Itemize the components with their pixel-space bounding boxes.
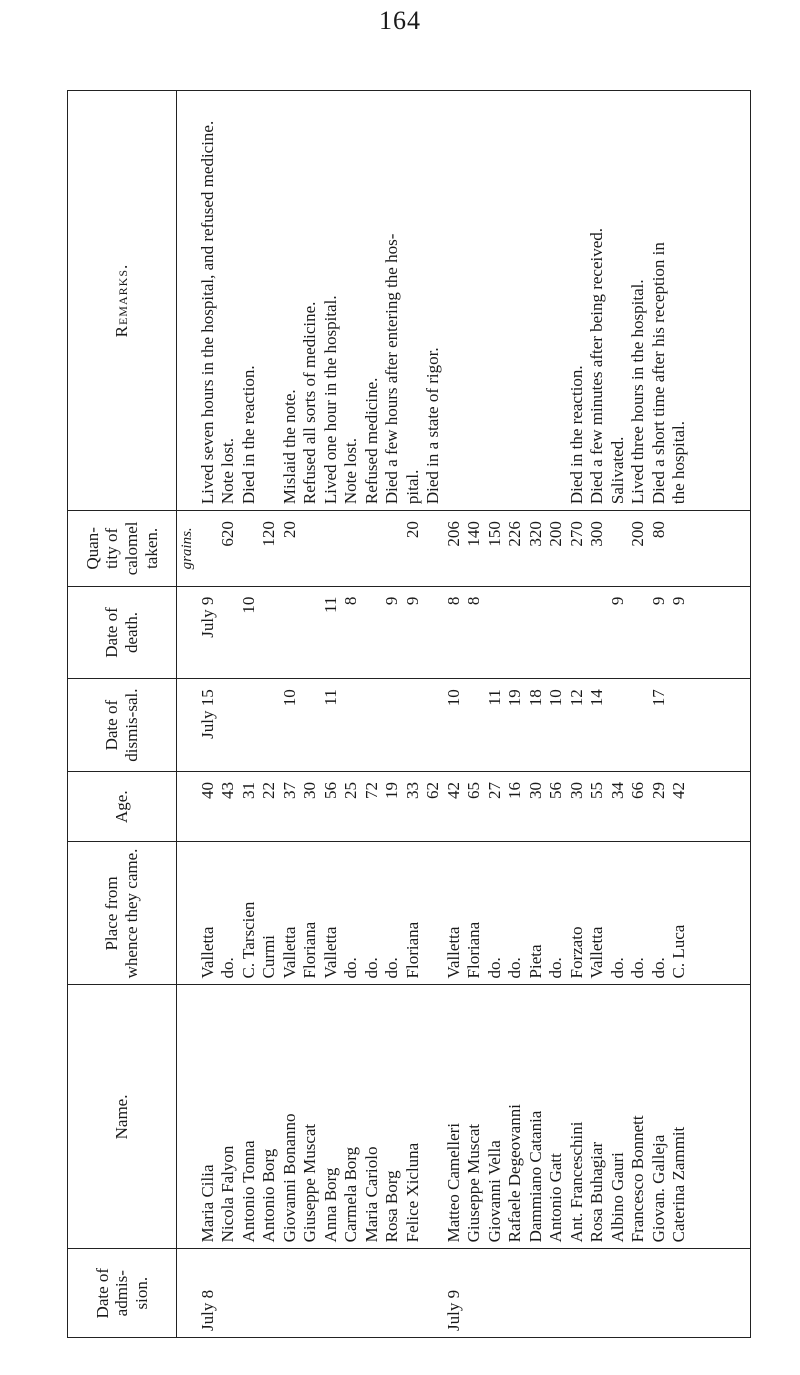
remarks-cell: the hospital. [669, 91, 690, 511]
admission-cell [485, 1249, 506, 1338]
dismissal-cell [218, 679, 239, 772]
place-cell: Floriana [300, 842, 321, 985]
age-cell: 27 [485, 771, 506, 842]
death-cell: July 9 [198, 586, 219, 679]
table-row [505, 91, 526, 1338]
name-cell: Giovanni Bonanno [280, 985, 301, 1249]
dismissal-cell: 11 [321, 679, 342, 772]
place-cell: Forzato [567, 842, 588, 985]
name-cell: Antonio Borg [259, 985, 280, 1249]
calomel-cell: 80 [649, 511, 670, 587]
place-cell: Valletta [444, 842, 465, 985]
death-cell [259, 586, 280, 679]
calomel-cell: 226 [505, 511, 526, 587]
age-cell: 37 [280, 771, 301, 842]
death-cell [300, 586, 321, 679]
name-cell: Giovan. Galleja [649, 985, 670, 1249]
death-cell [485, 586, 506, 679]
admission-cell: July 8 [198, 1249, 219, 1338]
name-cell: Caterina Zammit [669, 985, 690, 1249]
header-death: Date of death. [68, 586, 177, 679]
age-cell: 72 [362, 771, 383, 842]
remarks-cell: Note lost. [218, 91, 239, 511]
name-cell: Rosa Borg [382, 985, 403, 1249]
dismissal-cell: 17 [649, 679, 670, 772]
calomel-cell [382, 511, 403, 587]
calomel-cell: 120 [259, 511, 280, 587]
table-row [300, 91, 321, 1338]
admission-cell [403, 1249, 424, 1338]
place-cell: do. [218, 842, 239, 985]
table-row [423, 91, 444, 1338]
calomel-cell: 20 [280, 511, 301, 587]
dismissal-cell: 12 [567, 679, 588, 772]
remarks-cell: Died in the reaction. [239, 91, 260, 511]
age-cell: 56 [546, 771, 567, 842]
calomel-cell: 140 [464, 511, 485, 587]
place-cell: Valletta [280, 842, 301, 985]
dismissal-cell: July 15 [198, 679, 219, 772]
calomel-cell: 300 [587, 511, 608, 587]
header-age: Age. [68, 771, 177, 842]
register-table-rotated [67, 90, 747, 1338]
age-cell: 22 [259, 771, 280, 842]
name-cell: Giovanni Vella [485, 985, 506, 1249]
admission-cell [649, 1249, 670, 1338]
admission-cell [321, 1249, 342, 1338]
name-cell: Rosa Buhagiar [587, 985, 608, 1249]
name-cell: Francesco Bonnett [628, 985, 649, 1249]
dismissal-cell: 10 [280, 679, 301, 772]
table-row [198, 91, 219, 1338]
calomel-cell [423, 511, 444, 587]
name-cell: Albino Gauri [608, 985, 629, 1249]
admission-cell [280, 1249, 301, 1338]
place-cell: Valletta [587, 842, 608, 985]
page-number: 164 [379, 6, 421, 35]
calomel-cell [362, 511, 383, 587]
place-cell: do. [485, 842, 506, 985]
dismissal-cell: 10 [444, 679, 465, 772]
admission-cell [526, 1249, 547, 1338]
table-row [259, 91, 280, 1338]
remarks-cell: Salivated. [608, 91, 629, 511]
table-row [587, 91, 608, 1338]
dismissal-cell: 18 [526, 679, 547, 772]
age-cell: 65 [464, 771, 485, 842]
remarks-cell: Refused medicine. [362, 91, 383, 511]
header-remarks: Remarks. [68, 91, 177, 511]
age-cell: 29 [649, 771, 670, 842]
admission-cell [362, 1249, 383, 1338]
calomel-unit: grains. [177, 511, 198, 587]
place-cell: Curmi [259, 842, 280, 985]
table-row [321, 91, 342, 1338]
admission-cell [546, 1249, 567, 1338]
name-cell: Rafaele Degeovanni [505, 985, 526, 1249]
remarks-cell: pital. [403, 91, 424, 511]
age-cell: 34 [608, 771, 629, 842]
admission-cell [239, 1249, 260, 1338]
admission-cell [669, 1249, 690, 1338]
death-cell: 9 [649, 586, 670, 679]
age-cell: 55 [587, 771, 608, 842]
calomel-cell [341, 511, 362, 587]
admission-cell [341, 1249, 362, 1338]
place-cell: do. [341, 842, 362, 985]
table-row [669, 91, 690, 1338]
death-cell: 8 [464, 586, 485, 679]
death-cell: 9 [403, 586, 424, 679]
place-cell [423, 842, 444, 985]
table-row [546, 91, 567, 1338]
calomel-cell: 620 [218, 511, 239, 587]
place-cell: do. [382, 842, 403, 985]
remarks-cell: Lived seven hours in the hospital, and refused medicine. [198, 91, 219, 511]
name-cell: Maria Cariolo [362, 985, 383, 1249]
table-row [239, 91, 260, 1338]
table-row [341, 91, 362, 1338]
age-cell: 19 [382, 771, 403, 842]
name-cell: Nicola Falyon [218, 985, 239, 1249]
death-cell: 9 [669, 586, 690, 679]
admission-cell [300, 1249, 321, 1338]
dismissal-cell [423, 679, 444, 772]
table-row [464, 91, 485, 1338]
admission-cell: July 9 [444, 1249, 465, 1338]
death-cell [218, 586, 239, 679]
table-row [485, 91, 506, 1338]
table-row [362, 91, 383, 1338]
calomel-cell: 206 [444, 511, 465, 587]
dismissal-cell [382, 679, 403, 772]
place-cell: do. [362, 842, 383, 985]
table-row [218, 91, 239, 1338]
remarks-cell [505, 91, 526, 511]
age-cell: 16 [505, 771, 526, 842]
remarks-cell [259, 91, 280, 511]
calomel-cell: 270 [567, 511, 588, 587]
death-cell [587, 586, 608, 679]
dismissal-cell [239, 679, 260, 772]
remarks-cell: Died in a state of rigor. [423, 91, 444, 511]
place-cell: do. [546, 842, 567, 985]
admission-cell [628, 1249, 649, 1338]
remarks-cell: Died a short time after his reception in [649, 91, 670, 511]
age-cell: 42 [444, 771, 465, 842]
death-cell [423, 586, 444, 679]
remarks-cell: Mislaid the note. [280, 91, 301, 511]
age-cell: 40 [198, 771, 219, 842]
name-cell: Matteo Camelleri [444, 985, 465, 1249]
death-cell [546, 586, 567, 679]
calomel-cell [300, 511, 321, 587]
table-row [444, 91, 465, 1338]
calomel-cell [198, 511, 219, 587]
dismissal-cell: 10 [546, 679, 567, 772]
dismissal-cell [259, 679, 280, 772]
death-cell [526, 586, 547, 679]
header-calomel: Quan-tity of calomel taken. [68, 511, 177, 587]
calomel-cell: 200 [546, 511, 567, 587]
place-cell: Valletta [321, 842, 342, 985]
remarks-cell: Died a few hours after entering the hos- [382, 91, 403, 511]
admission-cell [259, 1249, 280, 1338]
name-cell: Carmela Borg [341, 985, 362, 1249]
death-cell: 9 [382, 586, 403, 679]
death-cell: 11 [321, 586, 342, 679]
name-cell: Giuseppe Muscat [464, 985, 485, 1249]
table-row [382, 91, 403, 1338]
name-cell: Anna Borg [321, 985, 342, 1249]
age-cell: 43 [218, 771, 239, 842]
dismissal-cell [403, 679, 424, 772]
calomel-cell [239, 511, 260, 587]
dismissal-cell [362, 679, 383, 772]
table-row [649, 91, 670, 1338]
remarks-cell: Note lost. [341, 91, 362, 511]
remarks-cell: Refused all sorts of medicine. [300, 91, 321, 511]
death-cell: 8 [341, 586, 362, 679]
cholera-register-table [67, 90, 751, 1338]
name-cell: Maria Cilia [198, 985, 219, 1249]
table-row [567, 91, 588, 1338]
calomel-cell: 150 [485, 511, 506, 587]
header-place: Place from whence they came. [68, 842, 177, 985]
place-cell: Floriana [464, 842, 485, 985]
place-cell: do. [649, 842, 670, 985]
dismissal-cell [628, 679, 649, 772]
remarks-cell: Died in the reaction. [567, 91, 588, 511]
admission-cell [567, 1249, 588, 1338]
remarks-cell [485, 91, 506, 511]
remarks-cell: Died a few minutes after being received. [587, 91, 608, 511]
admission-cell [423, 1249, 444, 1338]
table-body [177, 91, 751, 1338]
place-cell: do. [608, 842, 629, 985]
age-cell: 42 [669, 771, 690, 842]
death-cell [628, 586, 649, 679]
place-cell: C. Tarscien [239, 842, 260, 985]
age-cell: 66 [628, 771, 649, 842]
age-cell: 31 [239, 771, 260, 842]
dismissal-cell [608, 679, 629, 772]
admission-cell [464, 1249, 485, 1338]
header-row [68, 91, 177, 1338]
calomel-cell: 200 [628, 511, 649, 587]
remarks-cell [444, 91, 465, 511]
age-cell: 56 [321, 771, 342, 842]
age-cell: 33 [403, 771, 424, 842]
death-cell: 10 [239, 586, 260, 679]
name-cell: Antonio Gatt [546, 985, 567, 1249]
table-row [280, 91, 301, 1338]
calomel-cell: 320 [526, 511, 547, 587]
admission-cell [382, 1249, 403, 1338]
age-cell: 30 [567, 771, 588, 842]
dismissal-cell: 11 [485, 679, 506, 772]
age-cell: 25 [341, 771, 362, 842]
name-cell: Giuseppe Muscat [300, 985, 321, 1249]
age-cell: 30 [526, 771, 547, 842]
dismissal-cell [341, 679, 362, 772]
calomel-cell [321, 511, 342, 587]
place-cell: do. [628, 842, 649, 985]
place-cell: C. Luca [669, 842, 690, 985]
table-row [608, 91, 629, 1338]
table-row [403, 91, 424, 1338]
remarks-cell [526, 91, 547, 511]
admission-cell [505, 1249, 526, 1338]
dismissal-cell [464, 679, 485, 772]
age-cell: 62 [423, 771, 444, 842]
death-cell [505, 586, 526, 679]
admission-cell [587, 1249, 608, 1338]
calomel-cell [669, 511, 690, 587]
name-cell: Felice Xicluna [403, 985, 424, 1249]
header-dismissal: Date of dismis-sal. [68, 679, 177, 772]
name-cell [423, 985, 444, 1249]
place-cell: Pieta [526, 842, 547, 985]
name-cell: Antonio Tonna [239, 985, 260, 1249]
place-cell: Floriana [403, 842, 424, 985]
table-row [628, 91, 649, 1338]
table-row [526, 91, 547, 1338]
death-cell: 8 [444, 586, 465, 679]
death-cell [280, 586, 301, 679]
name-cell: Ant. Franceschini [567, 985, 588, 1249]
death-cell [567, 586, 588, 679]
header-admission: Date of admis-sion. [68, 1249, 177, 1338]
age-cell: 30 [300, 771, 321, 842]
remarks-cell [464, 91, 485, 511]
dismissal-cell [669, 679, 690, 772]
admission-cell [608, 1249, 629, 1338]
header-name: Name. [68, 985, 177, 1249]
name-cell: Dammiano Catania [526, 985, 547, 1249]
death-cell: 9 [608, 586, 629, 679]
place-cell: do. [505, 842, 526, 985]
place-cell: Valletta [198, 842, 219, 985]
calomel-cell [608, 511, 629, 587]
unit-row [177, 91, 198, 1338]
remarks-cell: Lived three hours in the hospital. [628, 91, 649, 511]
dismissal-cell [300, 679, 321, 772]
admission-cell [218, 1249, 239, 1338]
dismissal-cell: 19 [505, 679, 526, 772]
calomel-cell: 20 [403, 511, 424, 587]
spacer-row [690, 91, 751, 1338]
remarks-cell: Lived one hour in the hospital. [321, 91, 342, 511]
remarks-cell [546, 91, 567, 511]
dismissal-cell: 14 [587, 679, 608, 772]
death-cell [362, 586, 383, 679]
